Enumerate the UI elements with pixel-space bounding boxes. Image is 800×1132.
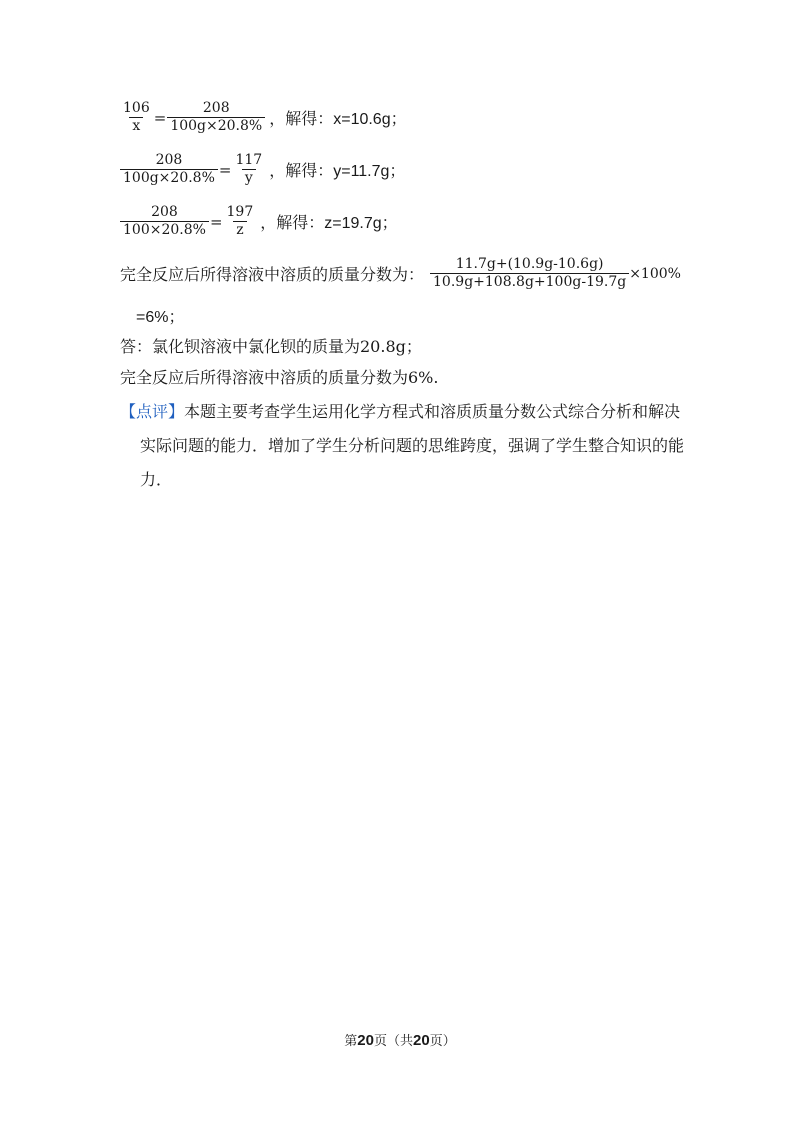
- equals-sign: =: [153, 108, 167, 127]
- fraction: $\frac{11.7g+(10.9g-10.6g)}{10.9g+108.8g+100g-19.7g}$: [430, 256, 629, 291]
- answer-line-2: 完全反应后所得溶液中溶质的质量分数为6%.: [120, 368, 439, 387]
- result: x=10.6g；: [333, 111, 407, 128]
- solve-label: ，解得：: [260, 213, 325, 232]
- equation-5: =6%；: [136, 309, 185, 326]
- equals-sign: =: [209, 212, 223, 231]
- comment-tag: 【点评】: [120, 402, 185, 421]
- fraction: $\frac{197}{z}$: [226, 204, 254, 238]
- equation-2: [120, 152, 405, 187]
- total-pages: 20: [413, 1032, 430, 1049]
- comment-text-rest: 实际问题的能力．增加了学生分析问题的思维跨度，强调了学生整合知识的能力．: [140, 436, 685, 489]
- fraction: $\frac{208}{100\times 20.8\%}$: [120, 204, 209, 239]
- solve-label: ，解得：: [269, 109, 334, 128]
- page-number: 20: [357, 1032, 374, 1049]
- mass-fraction-label: 完全反应后所得溶液中溶质的质量分数为：: [120, 265, 425, 284]
- fraction: $\frac{117}{y}$: [235, 152, 263, 186]
- comment-block: [120, 395, 695, 497]
- result: y=11.7g；: [333, 163, 406, 180]
- solve-label: ，解得：: [269, 161, 334, 180]
- percent-factor: ×100%: [629, 265, 681, 282]
- answer-line-1: 答：氯化钡溶液中氯化钡的质量为20.8g；: [120, 337, 422, 356]
- equation-4: [120, 256, 681, 291]
- equals-sign: =: [218, 160, 232, 179]
- fraction: $\frac{106}{x}$: [123, 100, 150, 134]
- page-footer: 第20页（共20页）: [344, 1032, 456, 1049]
- equation-1: [120, 100, 407, 135]
- comment-text-first: 本题主要考查学生运用化学方程式和溶质质量分数公式综合分析和解决: [184, 402, 681, 421]
- fraction: $\frac{208}{100g\times 20.8\%}$: [167, 100, 265, 135]
- result: z=19.7g；: [324, 215, 398, 232]
- fraction: $\frac{208}{100g\times 20.8\%}$: [120, 152, 218, 187]
- equation-3: [120, 204, 398, 239]
